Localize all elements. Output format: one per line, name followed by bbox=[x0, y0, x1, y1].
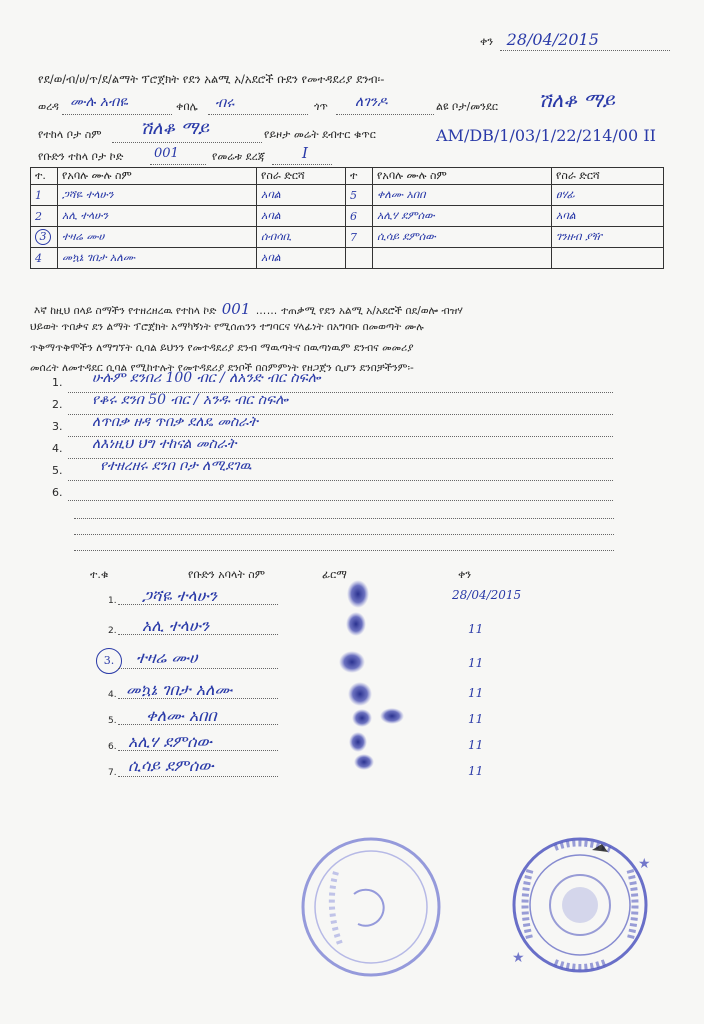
special-place-value: ሽለቆ ማይ bbox=[538, 88, 615, 112]
members-table-header bbox=[31, 168, 664, 185]
rule-text: ለጥበቃ ዘዳ ጥበቃ ደለዴ መስራት bbox=[92, 414, 258, 430]
woreda-value: ሙሉ አብዬ bbox=[70, 94, 128, 110]
rule-underline bbox=[68, 500, 613, 501]
sign-row-number: 2. bbox=[108, 626, 117, 636]
sign-row-date: 11 bbox=[468, 656, 484, 670]
sign-row-number: 1. bbox=[108, 596, 117, 606]
member-role: አባል bbox=[257, 206, 346, 227]
sign-row-date: 11 bbox=[468, 712, 484, 726]
sign-row-number: 4. bbox=[108, 690, 117, 700]
paragraph-code: 001 bbox=[221, 300, 251, 318]
fingerprint-2 bbox=[346, 612, 366, 636]
col-header-name-2: የአባሉ ሙሉ ስም bbox=[373, 168, 552, 185]
member-number: 4 bbox=[31, 248, 58, 269]
member-role: አባል bbox=[257, 248, 346, 269]
table-row bbox=[31, 227, 664, 248]
sign-row-underline bbox=[118, 698, 278, 699]
member-number: 1 bbox=[31, 185, 58, 206]
date-underline bbox=[500, 50, 670, 51]
member-role bbox=[552, 248, 664, 269]
land-grade-label: የመሬቱ ደረጃ bbox=[212, 150, 266, 163]
sign-header-date: ቀን bbox=[458, 568, 472, 581]
official-stamp-left bbox=[296, 832, 446, 982]
table-row bbox=[31, 248, 664, 269]
kebele-label: ቀበሌ bbox=[176, 100, 198, 113]
paragraph-line-3: መሰረት ለመተዳደር ሲባል የሚከተሉት የመተዳደሪያ ደንቦች በስምምነት የዘጋጀን ሲሆን ደንበቻችንም፡- bbox=[30, 362, 414, 374]
sign-row-name: ጋሻዬ ተላሁን bbox=[142, 586, 217, 605]
sign-header-num: ተ.ቁ bbox=[90, 568, 109, 581]
paragraph-line-0: እኛ ከዚህ በላይ ስማችን የተዘረዘረዉ የተከላ ኮድ 001 …… ተጠቃሚ የደን አልሚ አ/አደሮች በደ/ወሎ ብዝሃ bbox=[34, 300, 463, 318]
sign-row-number: 5. bbox=[108, 716, 117, 726]
official-stamp-right bbox=[500, 830, 660, 980]
sign-row-name: መኳኔ ገበታ አለሙ bbox=[126, 680, 233, 699]
sign-row-number: 3. bbox=[103, 654, 115, 667]
sign-row-date: 11 bbox=[468, 764, 484, 778]
member-number-circled bbox=[31, 227, 58, 248]
sign-row-name: ቀለሙ አበበ bbox=[146, 706, 217, 725]
woreda-underline bbox=[62, 114, 172, 115]
date-label: ቀን bbox=[480, 35, 494, 48]
site-name-value: ሽለቆ ማይ bbox=[140, 118, 210, 139]
sign-row-underline bbox=[118, 750, 278, 751]
member-number: 5 bbox=[346, 185, 373, 206]
woreda-label: ወረዳ bbox=[38, 100, 59, 113]
member-name: ጋሻዬ ተላሁን bbox=[58, 185, 257, 206]
col-header-num-1: ተ. bbox=[31, 168, 58, 185]
rule-text: የተዘረዘሩ ደንበ ቦታ ለሚደገዉ bbox=[100, 458, 252, 474]
fingerprint-3 bbox=[339, 651, 365, 673]
paragraph-line-2: ጥቅማጥቅሞችን ለማግኘት ሲባል ይህንን የመተዳደሪያ ደንብ ማዉጣትና በዉጣነዉም ደንብና መመሪያ bbox=[30, 342, 414, 354]
table-row bbox=[31, 206, 664, 227]
member-number bbox=[346, 248, 373, 269]
group-code-underline bbox=[150, 164, 206, 165]
sign-row-date: 11 bbox=[468, 738, 484, 752]
land-book-label: የይዞታ መሬት ደብተር ቁጥር bbox=[264, 128, 376, 141]
site-name-underline bbox=[112, 142, 262, 143]
sign-row-underline bbox=[118, 634, 278, 635]
rule-underline-extra bbox=[74, 518, 614, 519]
sign-row-underline bbox=[118, 604, 278, 605]
sign-row-number-circled bbox=[96, 648, 122, 674]
rule-number: 2. bbox=[52, 398, 63, 411]
col-header-role-1: የስራ ድርሻ bbox=[257, 168, 346, 185]
got-underline bbox=[336, 114, 434, 115]
member-role: ፀሃፊ bbox=[552, 185, 664, 206]
date-value: 28/04/2015 bbox=[506, 30, 599, 49]
site-name-label: የተከላ ቦታ ስም bbox=[38, 128, 102, 141]
fingerprint-1 bbox=[347, 580, 369, 608]
fingerprint-6 bbox=[349, 732, 367, 752]
rule-text: ሁሉም ደንበሪ 100 ብር / ለአንድ ብር ስፍሎ bbox=[92, 370, 321, 386]
col-header-name-1: የአባሉ ሙሉ ስም bbox=[58, 168, 257, 185]
fingerprint-signatures bbox=[320, 572, 430, 792]
member-name: ሲሳይ ደምሰው bbox=[373, 227, 552, 248]
sign-row-name: አሊሃ ደምሰው bbox=[128, 732, 212, 751]
member-name: አሊሃ ደምሰው bbox=[373, 206, 552, 227]
member-name: ቀለሙ አበበ bbox=[373, 185, 552, 206]
page-title: የደ/ወ/ብ/ሀ/ጥ/ደ/ልማት ፕሮጀክት የደን አልሚ አ/አደሮች ቡደን የመተዳደሪያ ደንብ፡- bbox=[38, 72, 385, 86]
member-name: አሊ ተላሁን bbox=[58, 206, 257, 227]
rule-text: የቆሩ ደንበ 50 ብር / አንዱ ብር ስፍሎ bbox=[92, 392, 288, 408]
sign-row-number: 6. bbox=[108, 742, 117, 752]
members-table bbox=[30, 167, 664, 269]
col-header-role-2: የስራ ድርሻ bbox=[552, 168, 664, 185]
group-code-value: 001 bbox=[154, 146, 179, 161]
rule-number: 1. bbox=[52, 376, 63, 389]
svg-text:★: ★ bbox=[638, 856, 651, 872]
rule-number: 6. bbox=[52, 486, 63, 499]
member-role: አባል bbox=[552, 206, 664, 227]
sign-row-underline bbox=[118, 668, 278, 669]
member-name bbox=[373, 248, 552, 269]
member-number: 2 bbox=[31, 206, 58, 227]
member-name: ተዛሬ ሙሀ bbox=[58, 227, 257, 248]
member-number: 6 bbox=[346, 206, 373, 227]
member-role: ሰብሳቢ bbox=[257, 227, 346, 248]
member-role: አባል bbox=[257, 185, 346, 206]
got-value: ለገንዶ bbox=[355, 94, 388, 110]
sign-row-underline bbox=[118, 724, 278, 725]
land-grade-underline bbox=[272, 164, 332, 165]
rule-number: 4. bbox=[52, 442, 63, 455]
member-name: መኳኔ ገበታ አለሙ bbox=[58, 248, 257, 269]
member-role: ገንዘብ ያዥ bbox=[552, 227, 664, 248]
sign-row-name: ተዛሬ ሙሀ bbox=[136, 648, 198, 667]
paragraph-after-code: ተጠቃሚ የደን አልሚ አ/አደሮች በደ/ወሎ ብዝሃ bbox=[281, 305, 463, 317]
rule-underline-extra bbox=[74, 550, 614, 551]
sign-row-underline bbox=[118, 776, 278, 777]
sign-row-date: 28/04/2015 bbox=[452, 588, 522, 602]
circled-number: 3 bbox=[35, 229, 51, 245]
sign-row-name: ሲሳይ ደምሰው bbox=[128, 756, 214, 775]
got-label: ጎጥ bbox=[314, 100, 328, 113]
paragraph-before-code: እኛ ከዚህ በላይ ስማችን የተዘረዘረዉ የተከላ ኮድ bbox=[34, 305, 217, 317]
rule-number: 5. bbox=[52, 464, 63, 477]
fingerprint-4 bbox=[348, 682, 372, 706]
fingerprint-5b bbox=[380, 708, 404, 724]
sign-header-signature: ፊርማ bbox=[322, 568, 347, 581]
rule-text: ለእነዚህ ህግ ተከናል መስራት bbox=[92, 436, 237, 452]
rule-number: 3. bbox=[52, 420, 63, 433]
sign-row-name: አሊ ተላሁን bbox=[142, 616, 210, 635]
group-code-label: የቡድን ተከላ ቦታ ኮድ bbox=[38, 150, 124, 163]
sign-row-date: 11 bbox=[468, 686, 484, 700]
sign-header-name: የቡድን አባላት ስም bbox=[188, 568, 265, 581]
kebele-value: ብሩ bbox=[215, 95, 235, 111]
kebele-underline bbox=[208, 114, 308, 115]
paragraph-line-1: ህይወት ጥበቃና ደን ልማት ፕሮጀክት አማካኝነት የሚሰጠንን ተግባርና ሃላፊነት በአግባቡ በመወጣት ሙሉ bbox=[30, 321, 424, 333]
special-place-label: ልዩ ቦታ/መንደር bbox=[436, 100, 499, 113]
svg-text:★: ★ bbox=[512, 950, 525, 966]
land-book-number: AM/DB/1/03/1/22/214/00 II bbox=[436, 126, 656, 145]
col-header-num-2: ተ bbox=[346, 168, 373, 185]
member-number: 7 bbox=[346, 227, 373, 248]
land-grade-value: I bbox=[302, 144, 308, 162]
date-line bbox=[480, 30, 599, 49]
fingerprint-5a bbox=[352, 709, 372, 727]
rule-underline-extra bbox=[74, 534, 614, 535]
rule-underline bbox=[68, 480, 613, 481]
fingerprint-7 bbox=[354, 754, 374, 770]
sign-row-number: 7. bbox=[108, 768, 117, 778]
table-row bbox=[31, 185, 664, 206]
sign-row-date: 11 bbox=[468, 622, 484, 636]
